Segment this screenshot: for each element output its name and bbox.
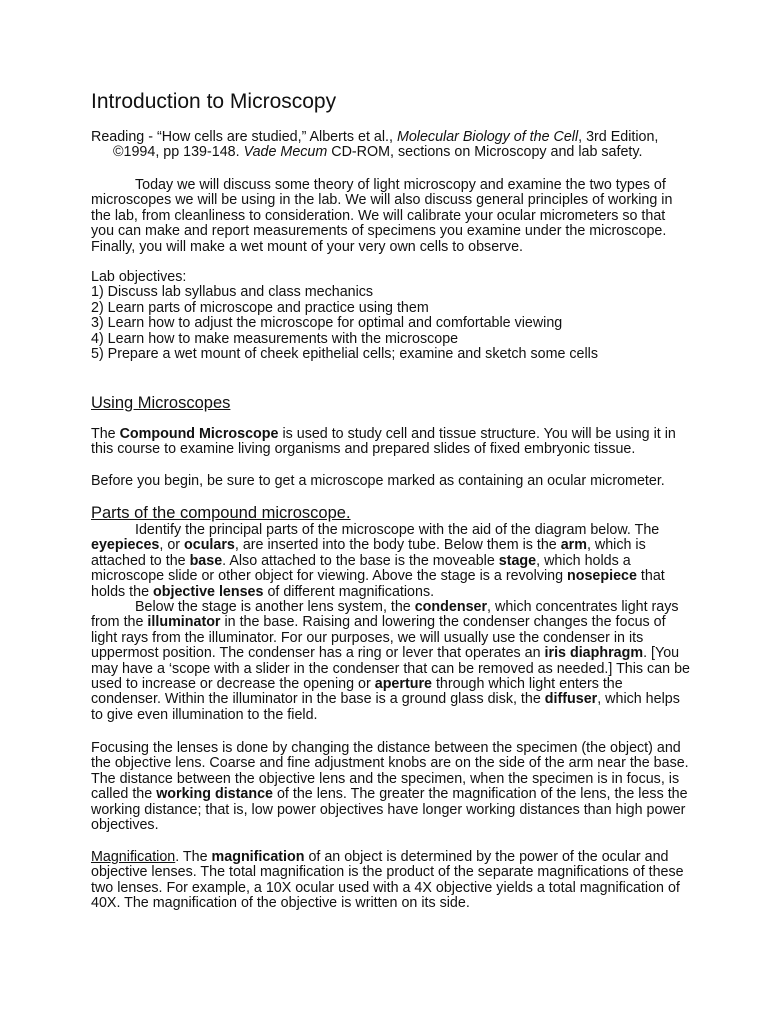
intro-paragraph	[91, 178, 711, 255]
text: , which helps	[597, 691, 680, 708]
text: of different magnifications.	[263, 583, 435, 600]
intro-line: you can make and report measurements of specimens you examine under the microscope.	[91, 223, 667, 240]
citation-year: ©1994, pp 139-148.	[113, 144, 244, 161]
term-magnification: magnification	[211, 849, 305, 865]
parts-paragraph	[91, 523, 711, 723]
text: of an object is determined by the power of the ocular and	[304, 849, 669, 865]
term-nosepiece: nosepiece	[567, 568, 637, 585]
text: microscope slide or other object for viewing. Above the stage is a revolving	[91, 568, 568, 585]
text: of the lens. The greater the magnification of the lens, the less the	[272, 786, 688, 803]
parts-heading: Parts of the compound microscope.	[91, 504, 351, 522]
text: that	[636, 568, 665, 585]
text: objectives.	[91, 817, 159, 834]
text: Identify the principal parts of the microscope with the aid of the diagram below. The	[135, 522, 660, 538]
objective-item: 5) Prepare a wet mount of cheek epithelial cells; examine and sketch some cells	[91, 346, 599, 363]
text: may have a ‘scope with a slider in the condenser that can be removed as needed.] This can be	[91, 660, 690, 677]
term-base: base	[189, 552, 223, 569]
intro-line: Today we will discuss some theory of light microscopy and examine the two types of	[135, 177, 666, 193]
text: the objective lens. Coarse and fine adjustment knobs are on the side of the arm near the base.	[91, 755, 689, 772]
text: . Also attached to the base is the moveable	[222, 552, 499, 569]
vade-mecum-title: Vade Mecum	[243, 144, 328, 161]
term-condenser: condenser	[414, 599, 488, 616]
before-you-begin-paragraph	[91, 474, 711, 489]
intro-line: the lab, from cleanliness to consideration. We will calibrate your ocular micrometers so that	[91, 207, 666, 224]
reading-citation	[91, 130, 711, 161]
citation-text: Reading - “How cells are studied,” Alberts et al.,	[91, 129, 397, 145]
text: objective lenses. The total magnification is the product of the separate magnifications of these	[91, 864, 684, 881]
text: , are inserted into the body tube. Below them is the	[234, 537, 561, 554]
term-iris-diaphragm: iris diaphragm	[544, 645, 644, 662]
focusing-paragraph	[91, 741, 711, 833]
term-oculars: oculars	[184, 537, 235, 554]
text: . [You	[643, 645, 680, 662]
objective-item: 2) Learn parts of microscope and practice using them	[91, 299, 429, 316]
text: 40X. The magnification of the objective is written on its side.	[91, 895, 470, 912]
text: The distance between the objective lens and the specimen, when the specimen is in focus, is	[91, 770, 680, 787]
text: from the	[91, 614, 148, 631]
term-aperture: aperture	[374, 676, 432, 693]
text: , which concentrates light rays	[487, 599, 679, 616]
text: The	[91, 426, 120, 442]
term-compound-microscope: Compound Microscope	[119, 426, 279, 442]
text: to give even illumination to the field.	[91, 706, 318, 723]
objectives-heading: Lab objectives:	[91, 269, 187, 285]
text: this course to examine living organisms and prepared slides of fixed embryonic tissue.	[91, 441, 636, 458]
magnification-paragraph	[91, 850, 711, 912]
citation-sections: CD-ROM, sections on Microscopy and lab safety.	[327, 144, 643, 161]
text: holds the	[91, 583, 153, 600]
text: light rays from the illuminator. For our purposes, we will usually use the condenser in its	[91, 629, 644, 646]
text: in the base. Raising and lowering the condenser changes the focus of	[220, 614, 666, 631]
text: attached to the	[91, 552, 190, 569]
objective-item: 1) Discuss lab syllabus and class mechanics	[91, 284, 374, 301]
text: . The	[175, 849, 212, 865]
text: uppermost position. The condenser has a ring or lever that operates an	[91, 645, 545, 662]
term-diffuser: diffuser	[544, 691, 598, 708]
text: Below the stage is another lens system, the	[135, 599, 415, 616]
text: called the	[91, 786, 157, 803]
term-arm: arm	[560, 537, 587, 554]
intro-line: microscopes we will be using in the lab. We will also discuss general principles of working in	[91, 192, 673, 209]
text: , which is	[586, 537, 646, 554]
term-illuminator: illuminator	[147, 614, 221, 631]
text: , or	[159, 537, 185, 554]
text: Before you begin, be sure to get a microscope marked as containing an ocular micrometer.	[91, 473, 665, 489]
page-title: Introduction to Microscopy	[91, 90, 337, 113]
magnification-subheading: Magnification	[91, 849, 176, 865]
compound-microscope-paragraph	[91, 427, 711, 458]
term-stage: stage	[498, 552, 537, 569]
lab-objectives	[91, 270, 711, 362]
text: two lenses. For example, a 10X ocular used with a 4X objective yields a total magnification of	[91, 879, 680, 896]
text: through which light enters the	[431, 676, 623, 693]
objective-item: 4) Learn how to make measurements with the microscope	[91, 330, 459, 347]
intro-line: Finally, you will make a wet mount of your very own cells to observe.	[91, 238, 523, 255]
text: condenser. Within the illuminator in the base is a ground glass disk, the	[91, 691, 545, 708]
book-title: Molecular Biology of the Cell	[396, 129, 579, 145]
text: used to increase or decrease the opening or	[91, 676, 375, 693]
objective-item: 3) Learn how to adjust the microscope for optimal and comfortable viewing	[91, 315, 563, 332]
term-objective-lenses: objective lenses	[153, 583, 264, 600]
text: , which holds a	[536, 552, 631, 569]
term-eyepieces: eyepieces	[91, 537, 160, 554]
citation-edition: , 3rd Edition,	[578, 129, 659, 145]
text: is used to study cell and tissue structure. You will be using it in	[278, 426, 676, 442]
text: working distance; that is, low power objectives have longer working distances than high power	[91, 801, 686, 818]
term-working-distance: working distance	[156, 786, 273, 803]
using-microscopes-heading: Using Microscopes	[91, 394, 231, 412]
text: Focusing the lenses is done by changing the distance between the specimen (the object) and	[91, 740, 681, 756]
